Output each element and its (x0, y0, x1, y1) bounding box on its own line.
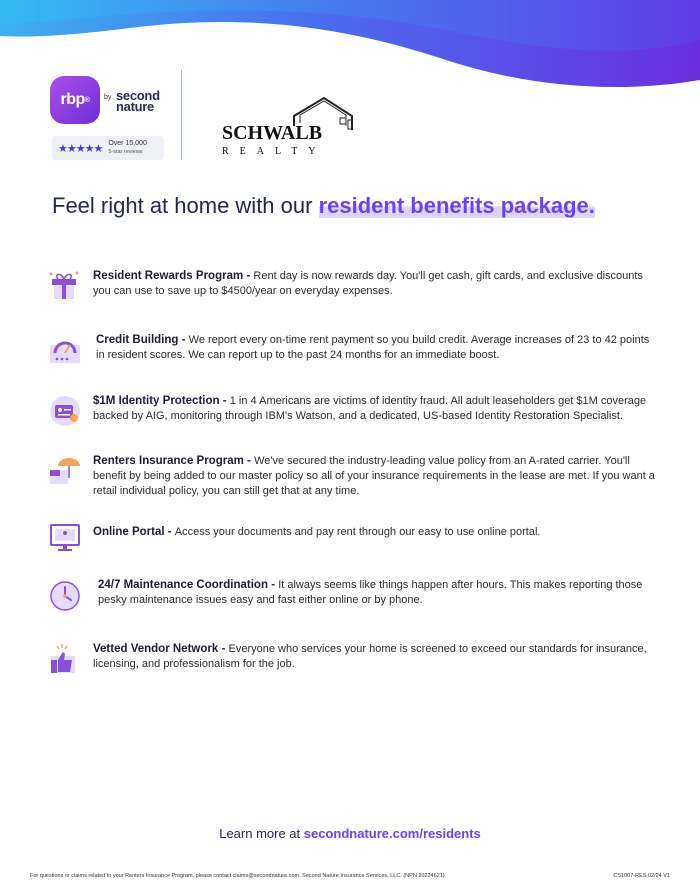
benefit-text (93, 525, 540, 540)
benefit-text (93, 642, 658, 672)
page-headline (52, 193, 672, 219)
benefit-text (98, 578, 658, 608)
learn-more-prefix: Learn more at (219, 826, 304, 841)
second-nature-wordmark (116, 90, 160, 112)
gift-icon (48, 269, 82, 303)
benefit-body: Access your documents and pay rent through our easy to use online portal. (174, 526, 541, 538)
schwalb-realty-logo (218, 96, 358, 160)
second-nature-line1: second (116, 88, 160, 103)
id-card-icon (48, 394, 82, 428)
credit-gauge-icon (48, 333, 82, 367)
footer-disclaimer: For questions or claims related to your Renters Insurance Program, please contact claims@secondnature.com. Second Nature Insurance Services, LLC. (NPN 20224621) (30, 873, 445, 879)
benefit-title: Renters Insurance Program - (93, 455, 255, 467)
benefit-text (93, 269, 658, 299)
reviews-text (108, 140, 147, 156)
benefit-text (93, 454, 658, 499)
learn-more (0, 826, 700, 841)
rbp-badge: rbp ® (50, 76, 100, 124)
clock-icon (48, 578, 82, 612)
benefit-body: 1 in 4 Americans are victims of identity fraud. All adult leaseholders get $1M coverage backed by AIG, monitoring through IBM's Watson, and a dedicated, US-based Identity Restoration Specialist. (93, 395, 647, 422)
benefit-text (96, 333, 658, 363)
benefit-title: $1M Identity Protection - (93, 395, 230, 407)
benefit-body: Everyone who services your home is screened to exceed our standards for insurance, licensing, and professionalism for the job. (93, 643, 647, 670)
logo-divider (181, 70, 182, 160)
rbp-label: rbp (60, 91, 85, 108)
benefit-body: Rent day is now rewards day. You'll get cash, gift cards, and exclusive discounts you can use to save up to $4500/year on everyday expenses. (93, 270, 643, 297)
footer-code: CS1007-RES 02/24 V1 (613, 873, 670, 879)
reviews-badge (52, 136, 164, 160)
benefit-text (93, 394, 658, 424)
header-wave (0, 0, 700, 95)
reviews-sub: 5-star reviews (108, 149, 143, 155)
headline-highlight: resident benefits package. (318, 193, 595, 218)
partner-name: SCHWALB (222, 122, 323, 144)
benefit-title: Credit Building - (96, 334, 189, 346)
benefit-body: We report every on-time rent payment so you build credit. Average increases of 23 to 42 points in resident scores. We can report up to the past 24 months for an immediate boost. (96, 334, 650, 361)
benefit-body: It always seems like things happen after hours. This makes reporting those pesky maintenance issues easy and fast either online or by phone. (98, 579, 643, 606)
by-label: by (104, 94, 112, 101)
learn-more-link[interactable]: secondnature.com/residents (303, 826, 481, 841)
partner-sub: REALTY (222, 146, 327, 157)
benefit-title: 24/7 Maintenance Coordination - (98, 579, 279, 591)
star-rating-icon: ★★★★★ (58, 142, 103, 155)
computer-icon (48, 520, 82, 554)
benefit-title: Online Portal - (93, 526, 175, 538)
benefit-title: Resident Rewards Program - (93, 270, 254, 282)
thumbs-up-icon (48, 642, 82, 676)
benefit-body: We've secured the industry-leading value policy from an A-rated carrier. You'll benefit by being added to our master policy so all of your insurance requirements in the lease are met. If you want a retail individual policy, you can still get that at any time. (93, 455, 655, 497)
headline-prefix: Feel right at home with our (52, 193, 319, 218)
second-nature-line2: nature (116, 99, 154, 114)
reviews-count: Over 15,000 (108, 140, 147, 147)
benefit-title: Vetted Vendor Network - (93, 643, 229, 655)
umbrella-box-icon (48, 454, 82, 488)
